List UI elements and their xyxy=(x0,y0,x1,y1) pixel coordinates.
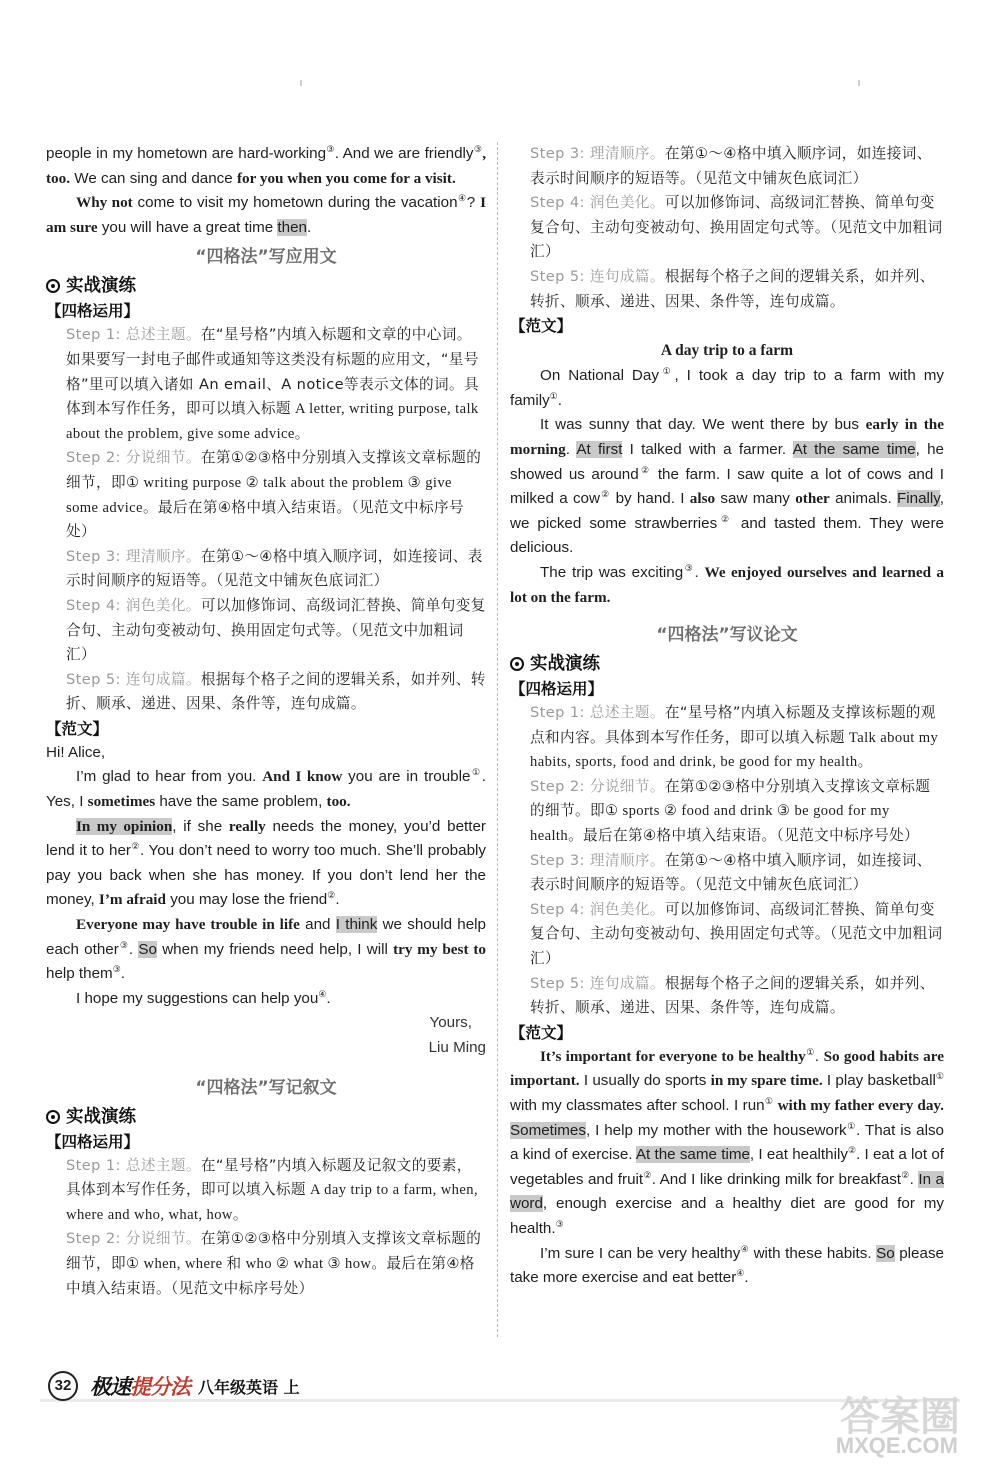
letter-paragraph-1: I’m glad to hear from you. And I know you are in trouble①. Yes, I sometimes have the same problem, too. xyxy=(46,767,486,811)
step-4: Step 4: 润色美化。可以加修饰词、高级词汇替换、简单句变复合句、主动句变被动句、换用固定句式等。（见范文中加粗词汇） xyxy=(530,900,943,968)
intro-paragraph: people in my hometown are hard-working③. And we are friendly③, too. We can sing and dance for you when you come for a visit. xyxy=(46,143,486,187)
page-number: 32 xyxy=(48,1371,78,1401)
step-5: Step 5: 连句成篇。根据每个格子之间的逻辑关系，如并列、转折、顺承、递进、因果、条件等，连句成篇。 xyxy=(530,267,935,310)
target-icon xyxy=(46,279,60,293)
left-column xyxy=(46,142,486,1301)
step-3: Step 3: 理清顺序。在第①～④格中填入顺序词，如连接词、表示时间顺序的短语等。（见范文中铺灰色底词汇） xyxy=(530,145,932,187)
step-2: Step 2: 分说细节。在第①②③格中分别填入支撑该文章标题的细节，即① when, where 和 who ② what ③ how。最后在第④格中填入结束语。（见范文中标序号处） xyxy=(66,1230,482,1297)
page-footer xyxy=(40,1365,960,1411)
model-label: 【范文】 xyxy=(510,1023,573,1042)
top-crop-mark xyxy=(300,80,302,86)
letter-signature: Liu Ming xyxy=(428,1039,486,1056)
target-icon xyxy=(510,657,524,671)
step-1: Step 1: 总述主题。在“星号格”内填入标题及支撑该标题的观点和内容。具体到本写作任务，即可以填入标题 Talk about my habits, sports, food and drink, be good for my health。 xyxy=(530,704,939,771)
step-5: Step 5: 连句成篇。根据每个格子之间的逻辑关系，如并列、转折、顺承、递进、因果、条件等，连句成篇。 xyxy=(530,974,935,1017)
section-title-narrative: “四格法”写记叙文 xyxy=(195,1077,337,1098)
section-title-argument: “四格法”写议论文 xyxy=(656,625,798,646)
grid-label: 【四格运用】 xyxy=(46,302,140,321)
book-title: 八年级英语 上 xyxy=(198,1378,300,1397)
step-4: Step 4: 润色美化。可以加修饰词、高级词汇替换、简单句变复合句、主动句变被动句、换用固定句式等。（见范文中加粗词汇） xyxy=(66,596,486,664)
practice-heading: 实战演练 xyxy=(510,651,944,677)
step-1: Step 1: 总述主题。在“星号格”内填入标题及记叙文的要素，具体到本写作任务，即可以填入标题 A day trip to a farm, when, where and who, what, how。 xyxy=(66,1156,479,1223)
letter-closing: Yours, xyxy=(429,1014,472,1032)
right-column xyxy=(510,142,944,1291)
watermark-url: MXQE.COM xyxy=(835,1433,958,1458)
letter-paragraph-4: I hope my suggestions can help you④. xyxy=(76,988,331,1007)
target-icon xyxy=(46,1110,60,1124)
narrative-paragraph-3: The trip was exciting③. We enjoyed ourselves and learned a lot on the farm. xyxy=(510,562,944,606)
step-4: Step 4: 润色美化。可以加修饰词、高级词汇替换、简单句变复合句、主动句变被动句、换用固定句式等。（见范文中加粗词汇） xyxy=(530,194,943,261)
top-crop-mark xyxy=(858,80,860,86)
argument-paragraph-1: It’s important for everyone to be healthy①. So good habits are important. I usually do sports in my spare time. I play basketball① with my classmates after school. I run① with my father every day. Sometimes, I help my mother with the housework①. That is also a kind of exercise. At the same time, I eat healthily②. I eat a lot of vegetables and fruit②. And I like drinking milk for breakfast②. In a word, enough exercise and a healthy diet are good for my health.③ xyxy=(510,1046,944,1237)
letter-paragraph-2: In my opinion, if she really needs the money, you’d better lend it to her②. You don’t need to worry too much. She’ll probably pay you back when she has money. If you don’t lend her the money, I’m afraid you may lose the friend②. xyxy=(46,817,486,909)
narrative-paragraph-2: It was sunny that day. We went there by bus early in the morning. At first I talked with a farmer. At the same time, he showed us around② the farm. I saw quite a lot of cows and I milked a cow② by hand. I also saw many other animals. Finally, we picked some strawberries② and tasted them. They were delicious. xyxy=(510,416,945,557)
step-1: Step 1: 总述主题。在“星号格”内填入标题和文章的中心词。如果要写一封电子邮件或通知等这类没有标题的应用文，“星号格”里可以填入诸如 An email、A notice等表示文体的词。具体到本写作任务，即可以填入标题 A letter, writing purpose, talk about the problem, give some advice。 xyxy=(66,326,479,442)
letter-paragraph-3: Everyone may have trouble in life and I think we should help each other③. So when my friends need help, I will try my best to help them③. xyxy=(46,916,487,983)
intro-paragraph-2: Why not come to visit my hometown during the vacation④? I am sure you will have a great time then. xyxy=(46,193,486,236)
brand-logo: 极速提分法 xyxy=(90,1375,190,1399)
step-2: Step 2: 分说细节。在第①②③格中分别填入支撑该文章标题的细节。即① sports ② food and drink ③ be good for my health。最后在第④格中填入结束语。（见范文中标序号处） xyxy=(530,777,931,845)
model-label: 【范文】 xyxy=(510,317,573,336)
letter-greeting: Hi! Alice, xyxy=(46,743,106,761)
model-label: 【范文】 xyxy=(46,719,109,738)
narrative-title: A day trip to a farm xyxy=(660,342,794,360)
step-2: Step 2: 分说细节。在第①②③格中分别填入支撑该文章标题的细节，即① writing purpose ② talk about the problem ③ give some advice。最后在第④格中填入结束语。（见范文中标序号处） xyxy=(66,449,482,541)
step-3: Step 3: 理清顺序。在第①～④格中填入顺序词，如连接词、表示时间顺序的短语等。（见范文中铺灰色底词汇） xyxy=(66,547,483,590)
step-5: Step 5: 连句成篇。根据每个格子之间的逻辑关系，如并列、转折、顺承、递进、因果、条件等，连句成篇。 xyxy=(66,670,486,713)
practice-heading: 实战演练 xyxy=(46,273,486,299)
watermark-logo: 答案圈 xyxy=(840,1394,960,1440)
argument-paragraph-2: I’m sure I can be very healthy④ with these habits. So please take more exercise and eat better④. xyxy=(510,1243,944,1287)
column-divider xyxy=(497,142,498,1337)
practice-heading: 实战演练 xyxy=(46,1104,486,1130)
grid-label: 【四格运用】 xyxy=(510,680,604,699)
grid-label: 【四格运用】 xyxy=(46,1132,140,1151)
step-3: Step 3: 理清顺序。在第①～④格中填入顺序词，如连接词、表示时间顺序的短语等。（见范文中铺灰色底词汇） xyxy=(530,851,932,894)
section-title-application: “四格法”写应用文 xyxy=(195,247,337,268)
narrative-paragraph-1: On National Day①, I took a day trip to a farm with my family①. xyxy=(510,366,944,409)
